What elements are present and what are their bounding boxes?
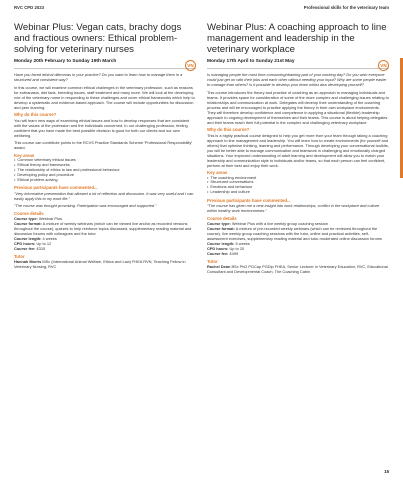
- tutor-quals: MSc (International Animal Welfare, Ethics and Law) FHEA RVN, Teaching Fellow in Veterinary Nursing, RVC: [14, 259, 186, 270]
- label: Course length:: [207, 241, 235, 247]
- why-text: You will learn new ways of examining ethical issues and how to develop responses that are consistent with the values of the profession and the individuals concerned. In our challenging profession, feeling confident that you have made the best possible decision is good for both our clients and our own wellbeing.: [14, 117, 190, 138]
- label: CPD hours:: [207, 246, 229, 252]
- description: This course introduces the theory and practice of coaching as an approach to managing individuals and teams. It provides space for consideration of some of the more complex and challenging issues relating to relationships and communication at work. Delegates will develop their understanding of the coaching process and will be encouraged to practise applying the theory in their own workplace environments. They will therefore develop confidence and competence in applying a situational (flexible) leadership approach to ongoing development of themselves and their teams. This course is about helping delegates and their teams reach their full potential in the complex and challenging veterinary workplace.: [207, 89, 389, 125]
- key-areas-list: [14, 158, 196, 183]
- value: Up to 12: [36, 241, 52, 247]
- label: Course type:: [207, 221, 231, 227]
- label: Course format:: [207, 226, 235, 232]
- course-dates: [14, 59, 196, 69]
- vn-badge: VN: [185, 60, 196, 71]
- label: Course fee:: [207, 251, 229, 257]
- key-areas-heading: Key areas: [207, 170, 228, 175]
- why-text: This is a highly practical course designed to help you get more from your team through taking a coaching approach to line management and leadership. You will learn how to create environments (for yourself and others) that optimise thinking, learning and performance. Through developing your conversational toolkits, you will be better able to manage communication and teamwork in challenging and emotionally charged situations. Your improved understanding of adult learning and development will allow you to match your leadership and communication style to individuals and/or teams, so that each person can feel confident, perform at their best and enjoy their work.: [207, 132, 389, 168]
- label: CPD hours:: [14, 241, 36, 247]
- key-area: • Developing policy and procedure: [14, 173, 196, 178]
- comments-heading: Previous participants have commented...: [207, 197, 291, 203]
- value: A mixture of pre-recorded weekly webinars (which can be reviewed throughout the course), live weekly group coaching sessions with the tutor, online and practical activities, self-assessment exercises, supplementary reading material and tutor-moderated online discussion forums: [207, 226, 382, 242]
- quote: "The course has given me a new insight into work relationships, conflict in the workplace and culture within healthy work environments.": [207, 203, 380, 214]
- course-format: [14, 221, 196, 236]
- tutor-quals: BSc PhD PGCap PGDip FHEA, Senior Lecturer in Veterinary Education, RVC, Educational Consultant and Developmental Coach, The Coaching Cabin: [207, 264, 388, 275]
- label: Course type:: [14, 216, 38, 222]
- tutor-heading: Tutor: [207, 258, 218, 264]
- description: In this course, we will examine common ethical challenges in the veterinary profession, such as reasons for euthanasia, diet fads, breeding issues, staff treatment and many more. We will look at the developing role of the veterinary nurse in responding to these challenges and cover ethical frameworks which help to develop a systematic and evidence-based approach. The course will include opportunities for discussion and peer learning.: [14, 84, 195, 110]
- key-area: • The relationship of ethics to law and professional behaviour: [14, 168, 196, 173]
- course-format: [207, 226, 389, 241]
- value: Webinar Plus with a live weekly group coaching session: [231, 221, 329, 227]
- intro: Is managing people the most time-consuming/draining part of your working day? Do you wish everyone could just get on with their jobs and each other without needing your input? Why are some people easier to manage than others? Is it possible to develop your team whilst also developing yourself?: [207, 72, 387, 87]
- right-course: [207, 22, 389, 274]
- left-course: [14, 22, 196, 269]
- page-number: 15: [384, 469, 389, 474]
- tutor-heading: Tutor: [14, 253, 25, 259]
- key-area: • The coaching environment: [207, 176, 389, 181]
- tutor-info: [207, 264, 389, 274]
- label: Course fee:: [14, 246, 36, 252]
- vn-badge: VN: [378, 60, 389, 71]
- course-dates: [207, 59, 389, 69]
- key-area: • Leadership and culture: [207, 190, 389, 195]
- date-text: Monday 17th April to Sunday 21st May: [207, 59, 295, 64]
- header-left: RVC CPD 2023: [14, 5, 45, 10]
- course-fee: [207, 251, 389, 256]
- quote: "The course was thought provoking. Participation was encouraged and supported.": [14, 203, 157, 209]
- details-heading: Course details: [14, 210, 44, 216]
- key-area: • Common veterinary ethical issues: [14, 158, 196, 163]
- header-right: Professional skills for the veterinary team: [303, 5, 389, 10]
- label: Course format:: [14, 221, 42, 227]
- details-heading: Course details: [207, 215, 237, 221]
- rcvs-text: This course can contribute points to the RCVS Practice Standards Scheme 'Professional Responsibility' award.: [14, 140, 193, 150]
- key-area: • Ethical theory and frameworks: [14, 163, 196, 168]
- value: 4 weeks: [42, 236, 57, 242]
- course-title: Webinar Plus: Vegan cats, brachy dogs and fractious owners: Ethical problem-solving for veterinary nurses: [14, 22, 182, 55]
- why-heading: Why do this course?: [207, 127, 250, 132]
- key-area: • Emotions and behaviour: [207, 185, 389, 190]
- tutor-name: Rachel Dean: [207, 264, 231, 270]
- value: Webinar Plus: [38, 216, 62, 222]
- tutor-name: Hannah Morris: [14, 259, 42, 265]
- key-areas-heading: Key areas: [14, 152, 35, 158]
- value: 5 weeks: [235, 241, 250, 247]
- value: £499: [229, 251, 239, 257]
- value: £315: [36, 246, 46, 252]
- course-fee: [14, 246, 196, 251]
- page-header: [14, 5, 389, 15]
- value: Up to 20: [229, 246, 245, 252]
- value: A mixture of weekly webinars (which can be viewed live and/or as recorded versions throughout the course), quizzes to help reinforce topics discussed, supplementary reading material and discussion forums with colleagues and the tutor: [14, 221, 192, 237]
- comments-heading: Previous participants have commented...: [14, 185, 98, 191]
- quote: "Very informative presentation that allowed a lot of reflection and discussion. It was very useful and I can easily apply this to my work life.": [14, 190, 194, 201]
- key-area: • Ethical problem-solving: [14, 178, 196, 183]
- intro: Have you faced ethical dilemmas in your practice? Do you want to learn how to manage them in a structured and consistent way?: [14, 72, 183, 82]
- why-heading: Why do this course?: [14, 112, 57, 117]
- key-areas-list: [207, 176, 389, 196]
- date-text: Monday 20th February to Sunday 19th March: [14, 59, 117, 64]
- tutor-info: [14, 259, 196, 269]
- label: Course length:: [14, 236, 42, 242]
- key-area: • Structured conversations: [207, 180, 389, 185]
- course-title: Webinar Plus: A coaching approach to line management and leadership in the veterinary workplace: [207, 22, 387, 55]
